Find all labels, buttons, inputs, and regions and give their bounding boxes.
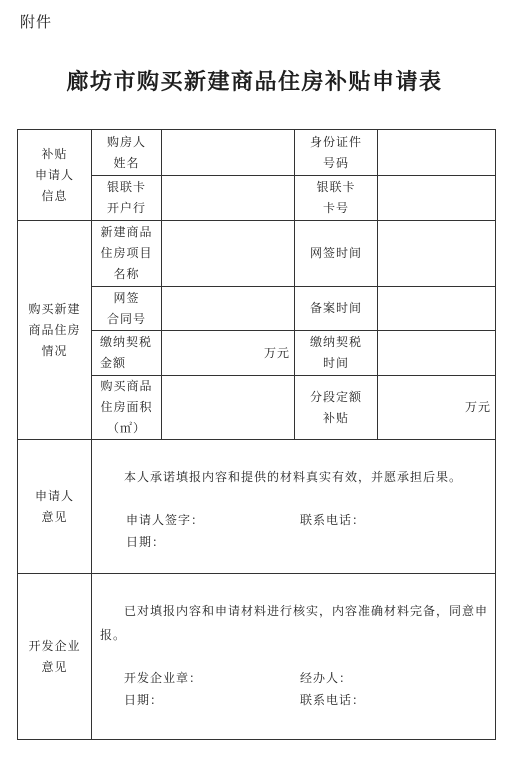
unit-deed-tax-amount: 万元 xyxy=(263,345,290,360)
section-label-purchase-info: 购买新建 商品住房 情况 xyxy=(18,221,92,440)
developer-seal-label: 开发企业章： xyxy=(124,671,203,685)
applicant-signature-label: 申请人签字： xyxy=(126,513,205,527)
applicant-statement: 本人承诺填报内容和提供的材料真实有效，并愿承担后果。 xyxy=(124,470,463,484)
developer-handler-label: 经办人： xyxy=(300,671,353,685)
field-filing-time xyxy=(378,287,496,331)
field-buyer-name xyxy=(162,130,295,176)
field-housing-area xyxy=(162,376,295,440)
field-project-name xyxy=(162,221,295,287)
developer-phone-label: 联系电话： xyxy=(300,693,366,707)
applicant-phone-label: 联系电话： xyxy=(300,513,366,527)
developer-statement: 已对填报内容和申请材料进行核实，内容准确材料完备，同意申报。 xyxy=(100,604,489,642)
label-id-number: 身份证件 号码 xyxy=(295,130,378,176)
label-buyer-name: 购房人 姓名 xyxy=(92,130,162,176)
field-card-number xyxy=(378,176,496,221)
section-label-applicant-opinion: 申请人 意见 xyxy=(18,440,92,574)
developer-date-label: 日期： xyxy=(124,693,164,707)
label-housing-area: 购买商品 住房面积 （㎡） xyxy=(92,376,162,440)
attachment-label: 附件 xyxy=(20,13,53,31)
label-subsidy: 分段定额 补贴 xyxy=(295,376,378,440)
field-deed-tax-time xyxy=(378,331,496,376)
label-deed-tax-time: 缴纳契税 时间 xyxy=(295,331,378,376)
label-online-sign-time: 网签时间 xyxy=(295,221,378,287)
applicant-date-label: 日期： xyxy=(126,535,166,549)
label-filing-time: 备案时间 xyxy=(295,287,378,331)
label-card-number: 银联卡 卡号 xyxy=(295,176,378,221)
label-deed-tax-amount: 缴纳契税 金额 xyxy=(92,331,162,376)
label-project-name: 新建商品 住房项目 名称 xyxy=(92,221,162,287)
developer-opinion-cell xyxy=(92,574,496,740)
field-subsidy xyxy=(378,376,496,440)
unit-subsidy: 万元 xyxy=(464,400,491,414)
label-contract-no: 网签 合同号 xyxy=(92,287,162,331)
field-bank xyxy=(162,176,295,221)
section-label-applicant-info: 补贴 申请人 信息 xyxy=(18,130,92,221)
applicant-opinion-cell xyxy=(92,440,496,574)
form-title: 廊坊市购买新建商品住房补贴申请表 xyxy=(66,69,443,95)
field-contract-no xyxy=(162,287,295,331)
section-label-developer-opinion: 开发企业 意见 xyxy=(18,574,92,740)
field-id-number xyxy=(378,130,496,176)
field-deed-tax-amount xyxy=(162,331,295,376)
label-bank: 银联卡 开户行 xyxy=(92,176,162,221)
field-online-sign-time xyxy=(378,221,496,287)
application-form xyxy=(17,129,496,740)
